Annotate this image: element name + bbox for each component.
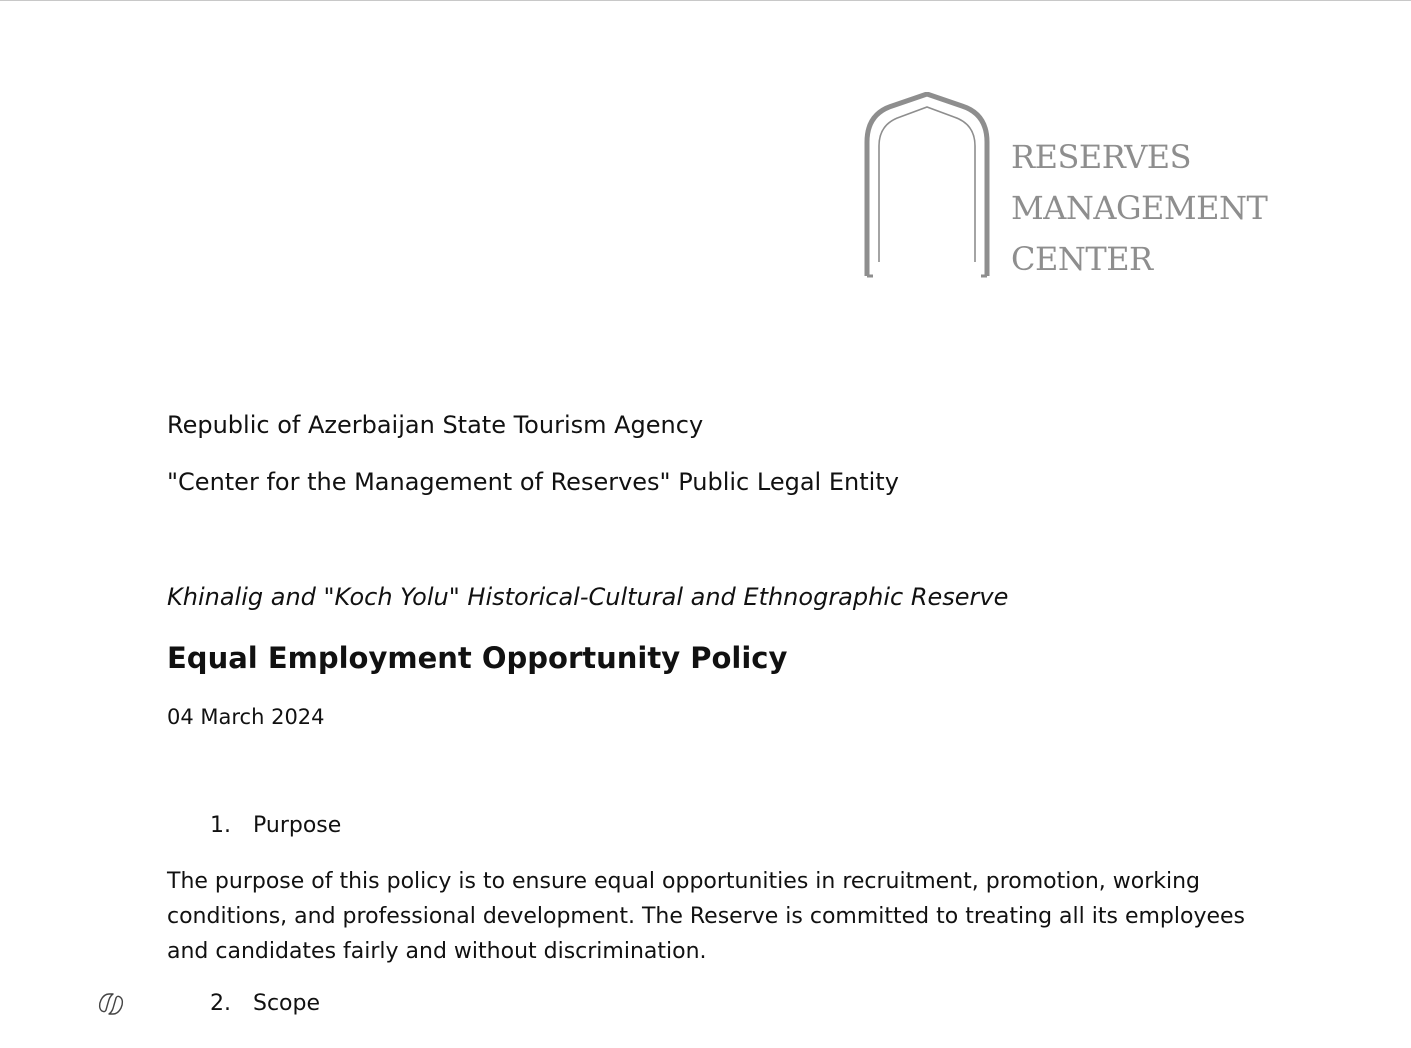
section-title: Purpose [253, 813, 342, 838]
logo-line-1: RESERVES [1011, 138, 1192, 176]
section-title: Scope [253, 991, 321, 1016]
entity-name: "Center for the Management of Reserves" Public Legal Entity [167, 468, 899, 496]
section-number: 1. [210, 813, 231, 838]
section-heading-purpose [210, 813, 341, 838]
reserve-name: Khinalig and "Koch Yolu" Historical-Cultural and Ethnographic Reserve [167, 583, 1009, 611]
top-divider [0, 0, 1411, 1]
agency-name: Republic of Azerbaijan State Tourism Agency [167, 411, 704, 439]
purpose-paragraph: The purpose of this policy is to ensure equal opportunities in recruitment, promotion, working conditions, and professional development. The Reserve is committed to treating all its employees and candidates fairly and without discrimination. [167, 869, 1245, 964]
arch-icon [862, 92, 992, 282]
section-number: 2. [210, 991, 231, 1016]
page-title: Equal Employment Opportunity Policy [167, 641, 788, 675]
copilot-icon[interactable] [98, 992, 124, 1016]
logo-wordmark [1011, 132, 1267, 285]
section-heading-scope [210, 991, 320, 1016]
logo-line-3: CENTER [1011, 240, 1153, 278]
logo-line-2: MANAGEMENT [1011, 189, 1268, 227]
document-date: 04 March 2024 [167, 705, 325, 729]
organization-logo [862, 92, 1268, 282]
